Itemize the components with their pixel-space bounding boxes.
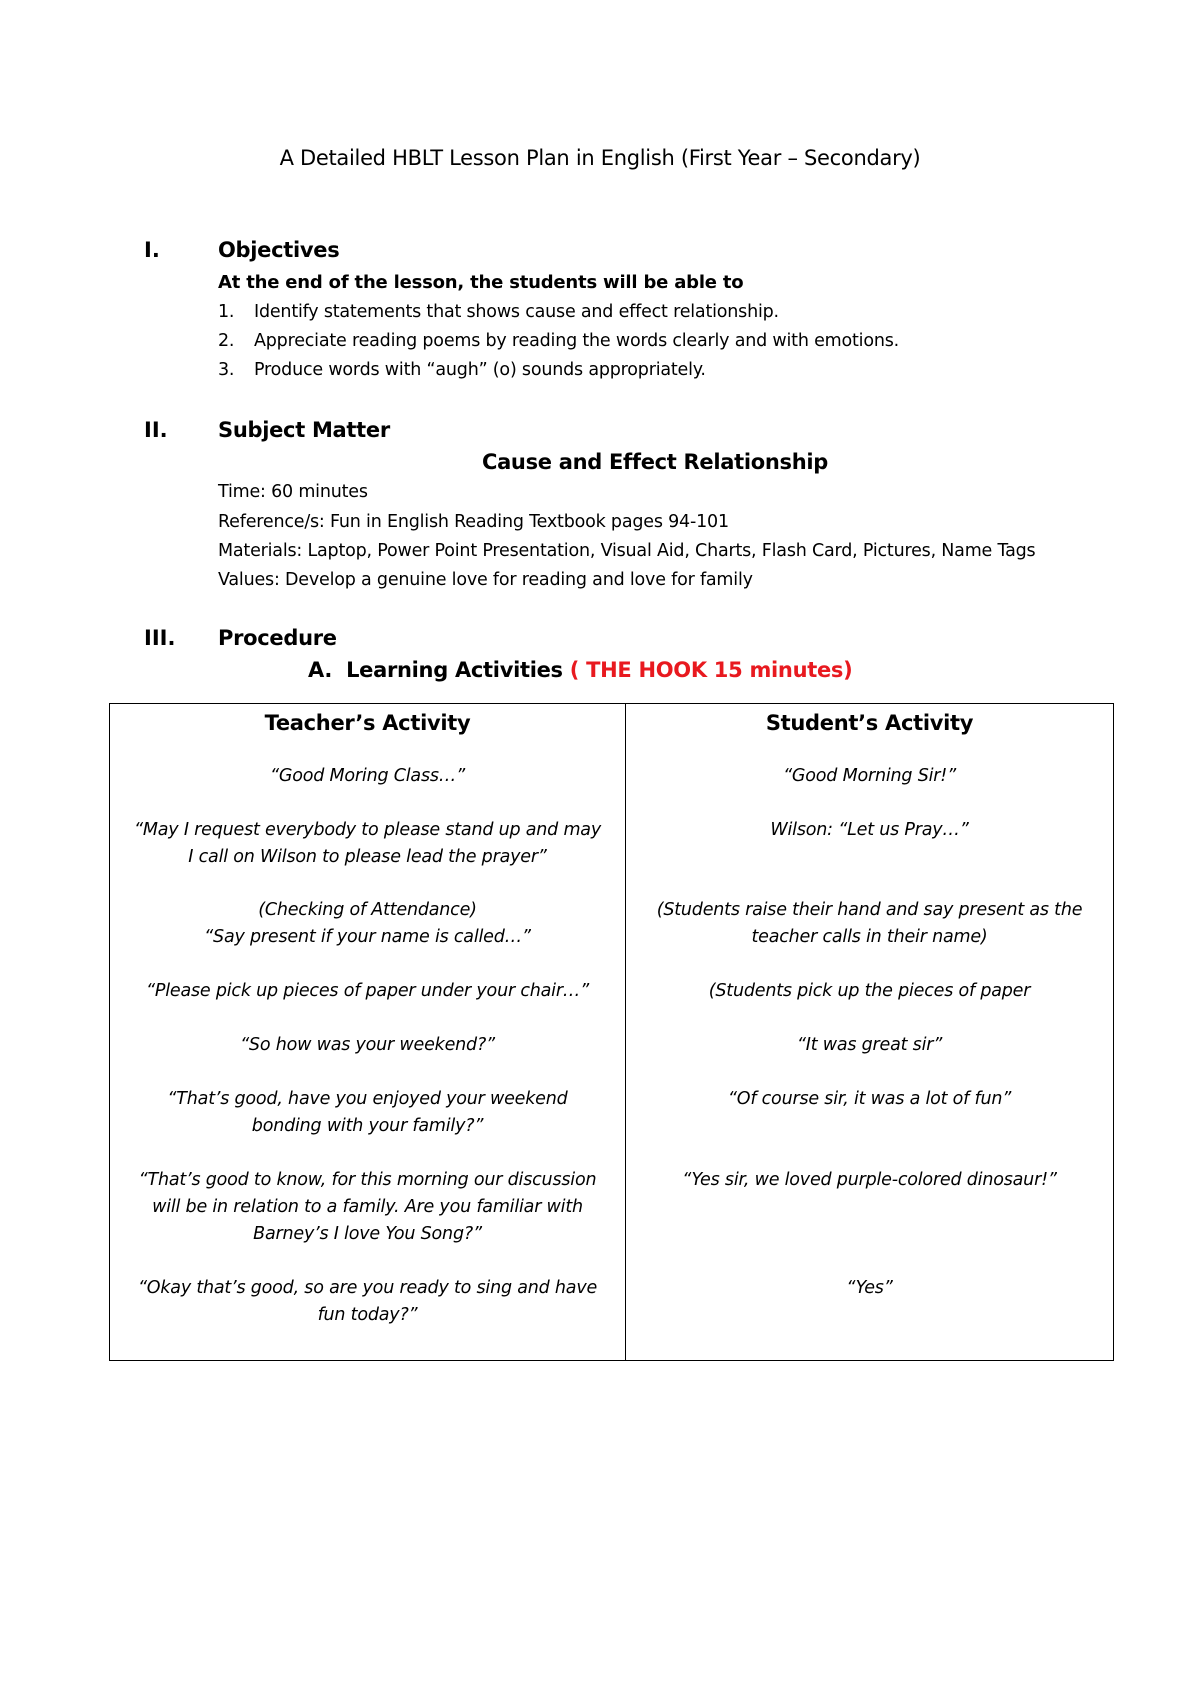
teacher-line: (Checking of Attendance) “Say present if your name is called…”: [204, 900, 531, 947]
objective-number: 1.: [218, 302, 235, 322]
student-activity-header: Student’s Activity: [765, 711, 974, 735]
student-line: “Yes”: [846, 1278, 893, 1298]
teacher-line: “Good Moring Class…”: [270, 766, 465, 786]
document-title: A Detailed HBLT Lesson Plan in English (First Year – Secondary): [279, 146, 921, 170]
teacher-line: “Okay that’s good, so are you ready to sing and have fun today?”: [137, 1278, 598, 1325]
subject-materials: Materials: Laptop, Power Point Presentation, Visual Aid, Charts, Flash Card, Pictures, Name Tags: [218, 541, 1036, 561]
objective-number: 3.: [218, 360, 235, 380]
learning-activities-heading: [308, 658, 852, 682]
subject-reference: Reference/s: Fun in English Reading Textbook pages 94-101: [218, 512, 729, 532]
student-line: Wilson: “Let us Pray…”: [770, 820, 969, 840]
activity-time-note: ( THE HOOK 15 minutes): [569, 658, 853, 682]
objective-item: [218, 360, 706, 380]
activity-table: [109, 703, 1114, 1361]
teacher-line: “Please pick up pieces of paper under your chair…”: [146, 981, 589, 1001]
section-heading-subject-matter: Subject Matter: [218, 418, 390, 442]
teacher-line: “May I request everybody to please stand up and may I call on Wilson to please lead the prayer”: [134, 820, 601, 867]
student-line: “Of course sir, it was a lot of fun”: [727, 1089, 1012, 1109]
section-heading-procedure: Procedure: [218, 626, 337, 650]
objective-text: Produce words with “augh” (o) sounds appropriately.: [254, 360, 706, 380]
subject-topic: Cause and Effect Relationship: [481, 450, 829, 474]
objective-item: [218, 302, 779, 322]
subject-values: Values: Develop a genuine love for reading and love for family: [218, 570, 753, 590]
objective-text: Appreciate reading poems by reading the words clearly and with emotions.: [254, 331, 899, 351]
student-column: [626, 704, 1114, 1361]
objective-text: Identify statements that shows cause and effect relationship.: [254, 302, 779, 322]
objective-item: [218, 331, 899, 351]
objective-number: 2.: [218, 331, 235, 351]
section-numeral-procedure: III.: [144, 626, 176, 650]
table-row: [110, 704, 1114, 1361]
student-line: “Good Morning Sir!”: [783, 766, 956, 786]
section-heading-objectives: Objectives: [218, 238, 340, 262]
subject-time: Time: 60 minutes: [218, 482, 368, 502]
activity-letter: A.: [308, 658, 333, 682]
teacher-line: “So how was your weekend?”: [240, 1035, 495, 1055]
teacher-line: “That’s good, have you enjoyed your weekend bonding with your family?”: [167, 1089, 568, 1136]
teacher-column: [110, 704, 626, 1361]
student-line: “Yes sir, we loved purple-colored dinosaur!”: [682, 1170, 1057, 1190]
student-line: (Students pick up the pieces of paper: [708, 981, 1031, 1001]
teacher-line: “That’s good to know, for this morning our discussion will be in relation to a family. Are you familiar with Barney’s I love You Song?”: [138, 1170, 597, 1244]
section-numeral-objectives: I.: [144, 238, 160, 262]
activity-title: Learning Activities: [346, 658, 563, 682]
objectives-intro: At the end of the lesson, the students will be able to: [218, 272, 744, 293]
teacher-activity-header: Teacher’s Activity: [264, 711, 471, 735]
section-numeral-subject-matter: II.: [144, 418, 168, 442]
student-line: “It was great sir”: [796, 1035, 943, 1055]
student-line: (Students raise their hand and say present as the teacher calls in their name): [656, 900, 1083, 947]
